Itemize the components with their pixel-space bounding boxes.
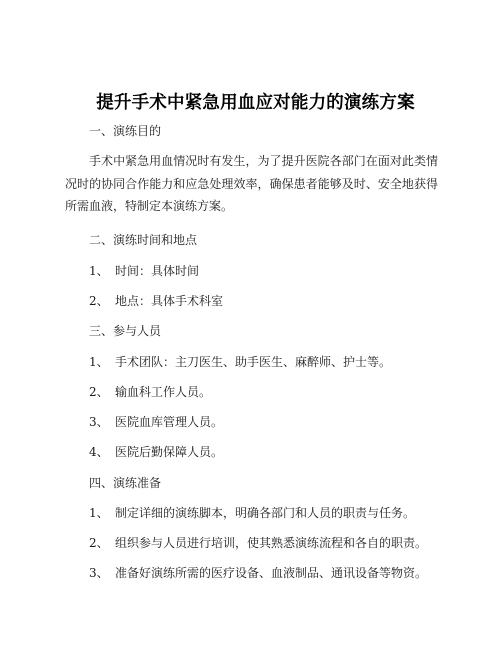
list-item-text: 地点：具体手术科室 — [115, 294, 224, 308]
list-item-number: 2、 — [89, 536, 109, 550]
section-heading-preparation: 四、演练准备 — [89, 476, 162, 490]
list-item-text: 输血科工作人员。 — [115, 385, 212, 399]
list-item-text: 手术团队：主刀医生、助手医生、麻醉师、护士等。 — [115, 355, 392, 369]
list-item — [89, 354, 391, 370]
section-paragraph-purpose: 手术中紧急用血情况时有发生，为了提升医院各部门在面对此类情况时的协同合作能力和应急处理效率，确保患者能够及时、安全地获得所需血液，特制定本演练方案。 — [65, 154, 438, 213]
list-item — [89, 565, 427, 581]
list-item-number: 4、 — [89, 445, 109, 459]
list-item-text: 医院血库管理人员。 — [115, 415, 224, 429]
list-item-number: 1、 — [89, 355, 109, 369]
list-item-number: 3、 — [89, 415, 109, 429]
list-item-number: 1、 — [89, 264, 109, 278]
list-item — [89, 535, 427, 551]
list-item-number: 2、 — [89, 294, 109, 308]
section-heading-participants: 三、参与人员 — [89, 324, 162, 338]
list-item — [89, 384, 211, 400]
list-item — [89, 263, 199, 279]
list-item — [89, 414, 223, 430]
section-heading-purpose: 一、演练目的 — [89, 124, 162, 138]
document-title: 提升手术中紧急用血应对能力的演练方案 — [96, 93, 415, 113]
list-item — [89, 444, 223, 460]
list-item-number: 3、 — [89, 566, 109, 580]
list-item-number: 1、 — [89, 506, 109, 520]
list-item-number: 2、 — [89, 385, 109, 399]
list-item-text: 准备好演练所需的医疗设备、血液制品、通讯设备等物资。 — [115, 566, 428, 580]
list-item — [89, 293, 223, 309]
list-item-text: 时间：具体时间 — [115, 264, 200, 278]
list-item-text: 医院后勤保障人员。 — [115, 445, 224, 459]
section-heading-time-place: 二、演练时间和地点 — [89, 233, 198, 247]
list-item — [89, 505, 415, 521]
list-item-text: 制定详细的演练脚本，明确各部门和人员的职责与任务。 — [115, 506, 416, 520]
list-item-text: 组织参与人员进行培训，使其熟悉演练流程和各自的职责。 — [115, 536, 428, 550]
